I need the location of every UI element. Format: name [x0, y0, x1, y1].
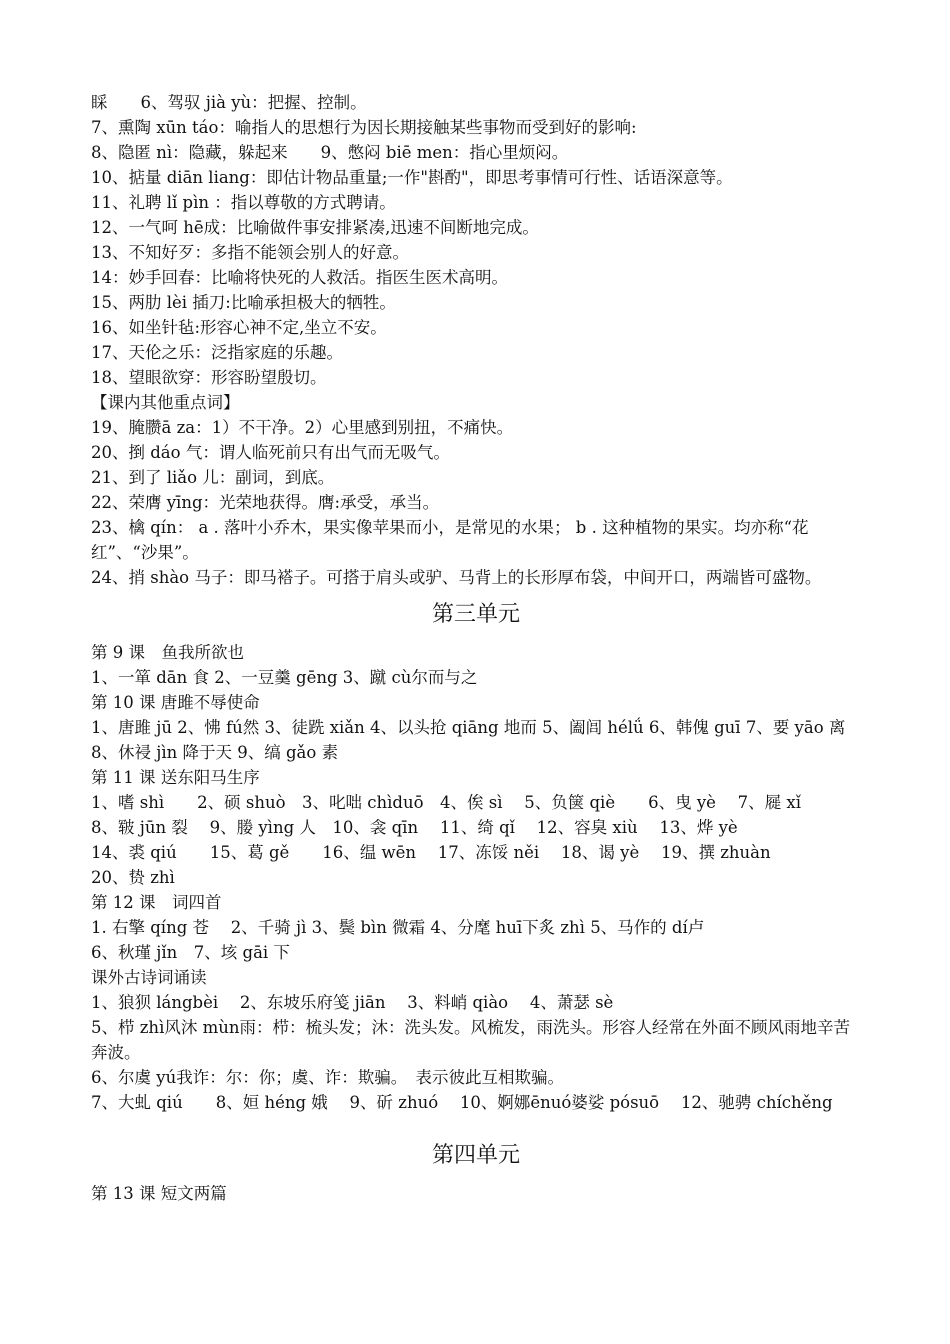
text-line: 8、隐匿 nì：隐藏，躲起来 9、憋闷 biē men：指心里烦闷。 — [91, 143, 569, 162]
unit-4-heading: 第四单元 — [431, 1143, 520, 1168]
lesson-title: 第 13 课 短文两篇 — [91, 1184, 227, 1203]
unit-3-content — [91, 640, 861, 1115]
lesson-title: 第 11 课 送东阳马生序 — [91, 768, 260, 787]
unit-3-heading: 第三单元 — [431, 602, 520, 627]
text-line: 19、腌臜ā za：1）不干净。2）心里感到别扭，不痛快。 — [91, 418, 514, 437]
text-line: 13、不知好歹：多指不能领会别人的好意。 — [91, 243, 409, 262]
text-line: 21、到了 liǎo 儿：副词，到底。 — [91, 468, 335, 487]
text-line: 7、大虬 qiú 8、姮 héng 娥 9、斫 zhuó 10、婀娜ēnuó婆娑 pósuō 12、驰骋 chíchěng — [91, 1093, 833, 1112]
text-line: 12、一气呵 hē成：比喻做件事安排紧凑,迅速不间断地完成。 — [91, 218, 539, 237]
text-line: 22、荣膺 yīng：光荣地获得。膺:承受，承当。 — [91, 493, 440, 512]
text-line: 23、檎 qín： a . 落叶小乔木，果实像苹果而小，是常见的水果； b . 这种植物的果实。均亦称“花红”、“沙果”。 — [91, 518, 809, 562]
text-line: 10、掂量 diān liang：即估计物品重量;一作"斟酌"，即思考事情可行性、话语深意等。 — [91, 168, 733, 187]
text-line: 14：妙手回春：比喻将快死的人救活。指医生医术高明。 — [91, 268, 508, 287]
section-subheading: 课外古诗词诵读 — [91, 968, 207, 987]
text-line: 20、贽 zhì — [91, 868, 175, 887]
unit-4-content — [91, 1181, 861, 1206]
document-page — [91, 90, 861, 1206]
text-line: 1、嗜 shì 2、硕 shuò 3、叱咄 chìduō 4、俟 sì 5、负箧 qiè 6、曳 yè 7、屣 xǐ — [91, 793, 801, 812]
text-line: 14、裘 qiú 15、葛 gě 16、缊 wēn 17、冻馁 něi 18、谒 yè 19、撰 zhuàn — [91, 843, 771, 862]
lesson-title: 第 12 课 词四首 — [91, 893, 222, 912]
text-line: 18、望眼欲穿：形容盼望殷切。 — [91, 368, 327, 387]
text-line: 16、如坐针毡:形容心神不定,坐立不安。 — [91, 318, 387, 337]
text-line: 1、一箪 dān 食 2、一豆羹 gēng 3、蹴 cù尔而与之 — [91, 668, 478, 687]
lesson-title: 第 10 课 唐雎不辱使命 — [91, 693, 260, 712]
text-line: 8、皲 jūn 裂 9、媵 yìng 人 10、衾 qīn 11、绮 qǐ 12、容臭 xiù 13、烨 yè — [91, 818, 738, 837]
text-line: 6、尔虞 yú我诈：尔：你；虞、诈：欺骗。 表示彼此互相欺骗。 — [91, 1068, 564, 1087]
text-line: 20、捯 dáo 气：谓人临死前只有出气而无吸气。 — [91, 443, 450, 462]
section-vocabulary-list — [91, 90, 861, 590]
text-line: 1、狼狈 lángbèi 2、东坡乐府笺 jiān 3、料峭 qiào 4、萧瑟 sè — [91, 993, 614, 1012]
text-line: 11、礼聘 lǐ pìn ：指以尊敬的方式聘请。 — [91, 193, 396, 212]
text-line: 24、捎 shào 马子：即马褡子。可搭于肩头或驴、马背上的长形厚布袋，中间开口，两端皆可盛物。 — [91, 568, 822, 587]
text-line: 睬 6、驾驭 jià yù：把握、控制。 — [91, 93, 367, 112]
text-line: 1、唐雎 jū 2、怫 fú然 3、徒跣 xiǎn 4、以头抢 qiāng 地而 5、阖闾 hélǘ 6、韩傀 guī 7、要 yāo 离 — [91, 718, 846, 737]
text-line: 6、秋瑾 jǐn 7、垓 gāi 下 — [91, 943, 290, 962]
text-line: 7、熏陶 xūn táo：喻指人的思想行为因长期接触某些事物而受到好的影响: — [91, 118, 637, 137]
text-line: 8、休祲 jìn 降于天 9、缟 gǎo 素 — [91, 743, 339, 762]
lesson-title: 第 9 课 鱼我所欲也 — [91, 643, 244, 662]
text-line: 5、栉 zhì风沐 mùn雨：栉：梳头发；沐：洗头发。风梳发，雨洗头。形容人经常在外面不顾风雨地辛苦奔波。 — [91, 1018, 850, 1062]
section-subheading: 【课内其他重点词】 — [91, 393, 240, 412]
text-line: 1. 右擎 qíng 苍 2、千骑 jì 3、鬓 bìn 微霜 4、分麾 huī下炙 zhì 5、马作的 dí卢 — [91, 918, 705, 937]
text-line: 17、天伦之乐：泛指家庭的乐趣。 — [91, 343, 343, 362]
text-line: 15、两肋 lèi 插刀:比喻承担极大的牺牲。 — [91, 293, 396, 312]
